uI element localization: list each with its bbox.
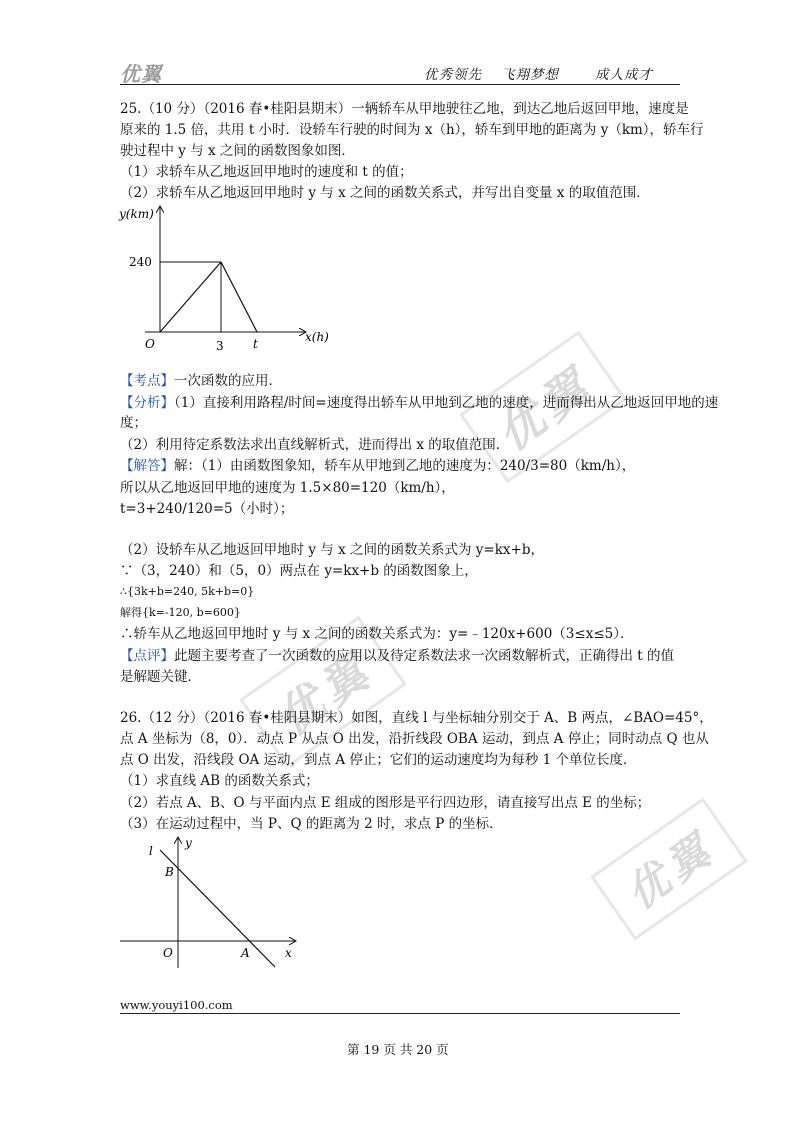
label-A: A xyxy=(241,946,250,960)
label-y: y xyxy=(185,836,192,850)
fenxi-row xyxy=(120,394,718,412)
q26-line-3: 点 O 出发，沿线段 OA 运动，到点 A 停止；它们的运动速度均为每秒 1 个单位长度． xyxy=(120,752,637,768)
y-axis-label: y(km) xyxy=(119,207,154,221)
dianping-row xyxy=(120,647,674,665)
label-O: O xyxy=(163,946,173,960)
dianping-text-1: 此题主要考查了一次函数的应用以及待定系数法求一次函数解析式，正确得出 t 的值 xyxy=(174,648,675,664)
q25-part-2: （2）求轿车从乙地返回甲地时 y 与 x 之间的函数关系式，并写出自变量 x 的取值范围． xyxy=(120,185,650,201)
fenxi-text-1: （1）直接利用路程/时间=速度得出轿车从甲地到乙地的速度，进而得出从乙地返回甲地的速 xyxy=(174,395,719,411)
jieda-row xyxy=(120,457,635,475)
q25-part-1: （1）求轿车从乙地返回甲地时的速度和 t 的值； xyxy=(120,164,413,180)
fenxi-text-2: 度； xyxy=(120,415,147,431)
label-B: B xyxy=(165,865,174,879)
footer-url: www.youyi100.com xyxy=(120,998,233,1012)
slogan-2: 飞翔梦想 xyxy=(501,67,559,83)
jieda-text-1: 解：（1）由函数图象知，轿车从甲地到乙地的速度为：240/3=80（km/h）， xyxy=(174,458,636,474)
q26-line-2: 点 A 坐标为（8，0）．动点 P 从点 O 出发，沿折线段 OBA 运动，到点 A 停止；同时动点 Q 也从 xyxy=(120,731,709,747)
slogan-1: 优秀领先 xyxy=(424,67,482,83)
watermark: 优翼 xyxy=(239,616,407,769)
label-l: l xyxy=(149,844,153,858)
q25-line-3: 驶过程中 y 与 x 之间的函数图象如图． xyxy=(120,143,355,159)
jieda-text-3: t=3+240/120=5（小时）； xyxy=(120,501,294,517)
q25-line-2: 原来的 1.5 倍，共用 t 小时．设轿车行驶的时间为 x（h），轿车到甲地的距离为 y（km），轿车行 xyxy=(120,122,704,138)
x-tick-t: t xyxy=(253,337,258,351)
slogan-3: 成人成才 xyxy=(595,67,653,83)
label-x: x xyxy=(285,946,292,960)
x-axis-label: x(h) xyxy=(305,330,329,344)
x-tick-3: 3 xyxy=(216,339,224,353)
jieda-text-4: （2）设轿车从乙地返回甲地时 y 与 x 之间的函数关系式为 y=kx+b， xyxy=(120,542,544,558)
q26-part-2: （2）若点 A、B、O 与平面内点 E 组成的图形是平行四边形，请直接写出点 E 的坐标； xyxy=(120,795,651,811)
outbound-segment xyxy=(160,262,221,332)
q26-line-1: 26.（12 分）（2016 春•桂阳县期末）如图，直线 l 与坐标轴分别交于 A、B 两点，∠BAO=45°， xyxy=(120,710,713,726)
dianping-tag: 【点评】 xyxy=(120,648,174,664)
q25-line-1: 25.（10 分）（2016 春•桂阳县期末）一辆轿车从甲地驶往乙地，到达乙地后返回甲地，速度是 xyxy=(120,101,689,117)
jieda-text-2: 所以从乙地返回甲地的速度为 1.5×80=120（km/h）， xyxy=(120,480,455,496)
kaodian-row xyxy=(120,372,282,390)
watermark: 优翼 xyxy=(590,797,748,940)
q26-graph xyxy=(115,833,305,973)
jieda-tag: 【解答】 xyxy=(120,458,174,474)
logo: 优翼 xyxy=(120,62,162,86)
kaodian-text: 一次函数的应用． xyxy=(174,373,282,389)
origin-label: O xyxy=(145,337,155,351)
q26-part-3: （3）在运动过程中，当 P、Q 的距离为 2 时，求点 P 的坐标． xyxy=(120,816,503,832)
q25-graph xyxy=(115,202,340,362)
jieda-text-5: ∵（3，240）和（5，0）两点在 y=kx+b 的函数图象上， xyxy=(120,563,478,579)
y-tick-240: 240 xyxy=(129,255,152,269)
dianping-text-2: 是解题关键． xyxy=(120,669,201,685)
footer-divider xyxy=(120,1013,680,1014)
watermark: 优翼 xyxy=(459,331,627,484)
page-number: 第 19 页 共 20 页 xyxy=(347,1042,449,1057)
jieda-system-2: 解得{k=-120, b=600} xyxy=(120,606,241,619)
line-l xyxy=(160,850,275,967)
fenxi-text-3: （2）利用待定系数法求出直线解析式，进而得出 x 的取值范围． xyxy=(120,437,510,453)
fenxi-tag: 【分析】 xyxy=(120,395,174,411)
jieda-system-1: ∴{3k+b=240, 5k+b=0} xyxy=(120,585,255,598)
kaodian-tag: 【考点】 xyxy=(120,373,174,389)
return-segment xyxy=(221,262,257,332)
q26-part-1: （1）求直线 AB 的函数关系式； xyxy=(120,773,319,789)
header-divider xyxy=(120,84,680,85)
jieda-text-8: ∴轿车从乙地返回甲地时 y 与 x 之间的函数关系式为：y=﹣120x+600（3≤x≤5）． xyxy=(120,626,634,642)
